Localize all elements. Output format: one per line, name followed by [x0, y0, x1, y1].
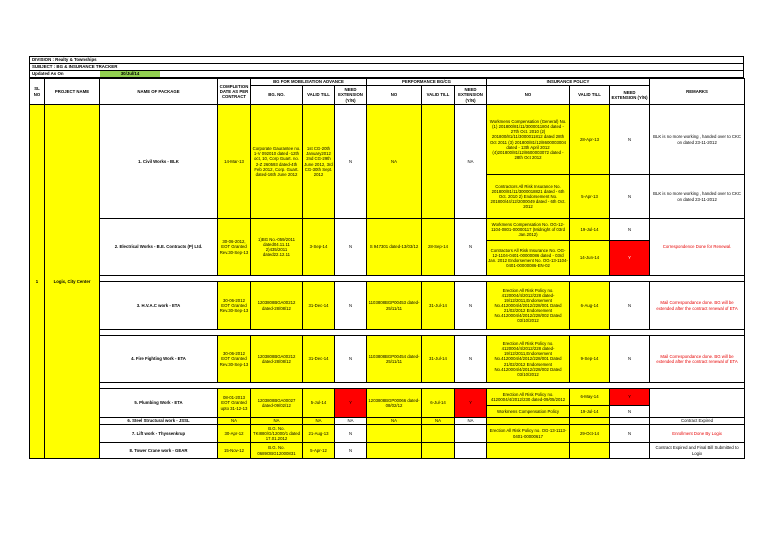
package-name: 8. Tower Crane work - GEAR: [100, 443, 218, 459]
ins-need-extension: N: [610, 175, 650, 219]
bg-need-extension: N: [335, 425, 367, 443]
completion-date: NA: [218, 418, 251, 425]
bg-no: 1203808BGA00027 dated-09/02/12: [251, 389, 303, 418]
bg-no: B.G. No. TKI880/G/12000/1 dated 17.01.2012: [251, 425, 303, 443]
col-project-name: PROJECT NAME: [45, 79, 100, 105]
perf-need-extension: Y: [455, 389, 487, 418]
table-row: [30, 336, 745, 383]
ins-no: Erection All Risk Policy no. 4120004/4/2012/228 dated-19/12/2011,Endorsement No.4120004/4/2012/228/001 Dated 21/02/2012 Endorsement No.4120004/4/2012/228/002 Dated 03/10/2012: [487, 282, 570, 330]
completion-date: 15-Nov-12: [218, 443, 251, 459]
bg-valid-till: 3-Sep-14: [303, 219, 335, 276]
perf-valid-till: 31-Jul-14: [422, 336, 455, 383]
perf-no: NA: [367, 105, 422, 219]
bg-need-extension: N: [335, 443, 367, 459]
project-name: Logix, City Center: [45, 105, 100, 459]
perf-need-extension: N: [455, 282, 487, 330]
ins-valid-till: 6-May-14: [570, 389, 610, 406]
updated-label: Updated As On: [32, 71, 64, 76]
tracker-table: [29, 78, 745, 459]
bg-valid-till: 21-Aug-13: [303, 425, 335, 443]
project-sl: 1: [30, 105, 45, 459]
completion-date: 30-06-2012 EOT Granted Rev.30-Sep-13: [218, 336, 251, 383]
perf-no: 1203808BGP00066 dated-08/02/12: [367, 389, 422, 418]
table-row: [30, 389, 745, 406]
bg-need-extension: N: [335, 105, 367, 219]
perf-valid-till: 6-Jul-14: [422, 389, 455, 418]
ins-valid-till: 9-Sep-14: [570, 336, 610, 383]
bg-no: 1203808BGA00212 dated-28/08/12: [251, 336, 303, 383]
table-row: [30, 105, 745, 175]
col-ins-no: NO: [487, 86, 570, 105]
remark: BLK is no more working , handed over to CKC on dated 23-11-2012: [650, 175, 745, 219]
package-name: 2. Electrical Works - B.E. Contracts (P) Ltd.: [100, 219, 218, 276]
col-ins-valid-till: VALID TILL: [570, 86, 610, 105]
ins-no: Workmens Compensation (General) No. (1) 201800/81/11/3000011804 dated - 27th Oct. 2010 (2) 201800/81/11/3000011812 dated 28th Oct 2011 (3) 201800/81/12/8600003004 dated - 13th April 2012 (4)201800/81/12/8600003072 dated - 28th Oct 2012: [487, 105, 570, 175]
remark: BLK is no more working , handed over to CKC on dated 23-11-2012: [650, 105, 745, 175]
division-line: DIVISION : Realty & Townships: [29, 56, 744, 63]
bg-no: 1203808BGA00212 dated-28/08/12: [251, 282, 303, 330]
package-name: 3. H.V.A.C work - ETA: [100, 282, 218, 330]
bg-no: 1)BG No.-059/2011 dated04.11.11 2)435/2011 dated22.12.11: [251, 219, 303, 276]
ins-no: Erection All Risk Policy no. 4120004/4/2012/230 dated-09/05/2012: [487, 389, 570, 406]
perf-valid-till: [422, 443, 455, 459]
perf-need-extension: NA: [455, 105, 487, 219]
bg-no: NA: [251, 418, 303, 425]
table-row: [30, 282, 745, 330]
perf-valid-till: 28-Sep-14: [422, 219, 455, 276]
table-row: [30, 219, 745, 241]
package-name: 6. Steel Structural work - JSSL: [100, 418, 218, 425]
ins-valid-till: [570, 443, 610, 459]
ins-no: Erection All Risk Policy no. 4120004/4/2012/228 dated-19/12/2011,Endorsement No.4120004/4/2012/228/001 Dated 21/02/2012 Endorsement No.4120004/4/2012/228/002 Dated 03/10/2012: [487, 336, 570, 383]
perf-valid-till: NA: [422, 418, 455, 425]
ins-no: Workmens Compensation No. OG-12-1104-0801-00000117 (Midnight of 03rd Jan.2012): [487, 219, 570, 241]
bg-no: B.G. No. 0689OBG12000831: [251, 443, 303, 459]
remark: Enrollment Done By Logix: [650, 425, 745, 443]
col-perf-valid-till: VALID TILL: [422, 86, 455, 105]
ins-valid-till: 14-Jun-14: [570, 241, 610, 276]
remark: Mail Correspondance done. BG will be extended after the contract renewal of ETA: [650, 336, 745, 383]
perf-no: 1103808BGP00453 dated-25/11/11: [367, 282, 422, 330]
ins-valid-till: [570, 418, 610, 425]
group-performance-bg: PERFORMANCE BG/CG: [367, 79, 487, 86]
perf-no: [367, 425, 422, 443]
ins-need-extension: [610, 443, 650, 459]
completion-date: 30-06-2012 EOT Granted Rev.30-Sep-13: [218, 282, 251, 330]
ins-need-extension: N: [610, 406, 650, 418]
group-insurance-policy: INSURANCE POLICY: [487, 79, 650, 86]
ins-need-extension: N: [610, 219, 650, 241]
perf-need-extension: N: [455, 336, 487, 383]
perf-need-extension: N: [455, 219, 487, 276]
package-name: 7. Lift work - Thyssenkrup: [100, 425, 218, 443]
completion-date: 14-Mar-13: [218, 105, 251, 219]
completion-date: 08-01-2013 EOT Granted upto 31-12-13: [218, 389, 251, 418]
package-name: 5. Plumbing Work - ETA: [100, 389, 218, 418]
perf-no: [367, 443, 422, 459]
remark: Contract Expired and Final Bill Submitted to Logix: [650, 443, 745, 459]
perf-valid-till: [422, 105, 455, 219]
table-row: [30, 425, 745, 443]
ins-no: [487, 418, 570, 425]
updated-line: [29, 70, 744, 78]
bg-need-extension: N: [335, 336, 367, 383]
perf-no: 1103808BGP00454 dated-25/11/11: [367, 336, 422, 383]
col-bg-need-extension: NEED EXTENSION (Y/N): [335, 86, 367, 105]
perf-need-extension: [455, 425, 487, 443]
bg-valid-till: 1st CG-20th January2012 2nd CG-29th June 2012, 3rd CG-30th Sept. 2012: [303, 105, 335, 219]
ins-need-extension: N: [610, 336, 650, 383]
table-row: [30, 443, 745, 459]
perf-need-extension: [455, 443, 487, 459]
group-bg-mobilisation: BG FOR MOBILISATION ADVANCE: [251, 79, 367, 86]
bg-valid-till: 31-Dec-14: [303, 282, 335, 330]
col-perf-need-extension: NEED EXTENSION (Y/N): [455, 86, 487, 105]
ins-no: Erection All Risk Policy no. OG-13-1113-0401-00000617: [487, 425, 570, 443]
bg-need-extension: NA: [335, 418, 367, 425]
ins-valid-till: 29-Oct-14: [570, 425, 610, 443]
col-bg-no: BG. NO.: [251, 86, 303, 105]
table-row: [30, 418, 745, 425]
ins-valid-till: 19-Jul-14: [570, 219, 610, 241]
tracker-sheet: [29, 56, 744, 459]
completion-date: 30-06-2012, EOT Granted Rev.30-Sep-13: [218, 219, 251, 276]
col-sl-no: SL NO: [30, 79, 45, 105]
ins-need-extension: N: [610, 282, 650, 330]
remark: Contract Expired: [650, 418, 745, 425]
col-ins-need-extension: NEED EXTENSION (Y/N): [610, 86, 650, 105]
col-package-name: NAME OF PACKAGE: [100, 79, 218, 105]
bg-need-extension: N: [335, 282, 367, 330]
bg-need-extension: N: [335, 219, 367, 276]
col-remarks: REMARKS: [650, 79, 745, 105]
perf-no: S 947301 dated-13/03/12: [367, 219, 422, 276]
col-bg-valid-till: VALID TILL: [303, 86, 335, 105]
remark: Correspondence Done for Renewal.: [650, 219, 745, 276]
subject-line: SUBJECT : BG & INSURANCE TRACKER: [29, 63, 744, 70]
ins-need-extension: N: [610, 425, 650, 443]
ins-valid-till: 19-Jul-14: [570, 406, 610, 418]
ins-valid-till: 5-Apr-13: [570, 175, 610, 219]
ins-need-extension: Y: [610, 389, 650, 406]
remark-empty: [650, 389, 745, 418]
completion-date: 30-Apr-12: [218, 425, 251, 443]
ins-need-extension: N: [610, 105, 650, 175]
ins-need-extension: [610, 418, 650, 425]
ins-no: Contractors All Risk Insurance No. 201800/81/11/3000018821 dated - 6th Oct. 2010 2) Endorsement No. 201800/44/12/2000049 dated - 6th Oct. 2012: [487, 175, 570, 219]
ins-no: [487, 443, 570, 459]
ins-no: Contractors All Risk Insurance No. OG-12-1104-0401-00000086 dated - 03rd Jan. 2012 Endorsement No. OG-13-1104-0401-00000086-EN-02: [487, 241, 570, 276]
ins-valid-till: 28-Apr-13: [570, 105, 610, 175]
bg-no: Corporate Gaurantee no. 1-V 092010 dated -12th oct, 10, Corp Guart. no. 2-Z 260593 dated-4th Feb 2012, Corp. Guart. dated-16th June 2012: [251, 105, 303, 219]
perf-need-extension: NA: [455, 418, 487, 425]
col-perf-no: NO: [367, 86, 422, 105]
bg-valid-till: 5-Jul-14: [303, 389, 335, 418]
perf-no: NA: [367, 418, 422, 425]
bg-valid-till: 31-Dec-14: [303, 336, 335, 383]
bg-valid-till: 5-Apr-12: [303, 443, 335, 459]
remark: Mail Correspondance done. BG will be extended after the contract renewal of ETA: [650, 282, 745, 330]
perf-valid-till: [422, 425, 455, 443]
bg-need-extension: Y: [335, 389, 367, 418]
ins-need-extension: Y: [610, 241, 650, 276]
ins-no: Workmens Compensation Policy: [487, 406, 570, 418]
ins-valid-till: 6-Aug-14: [570, 282, 610, 330]
package-name: 4. Fire Fighting Work - ETA: [100, 336, 218, 383]
col-completion: COMPLETION DATE AS PER CONTRACT: [218, 79, 251, 105]
updated-date: 30/Jul/14: [100, 71, 160, 77]
package-name: 1. Civil Works - BLK: [100, 105, 218, 219]
bg-valid-till: NA: [303, 418, 335, 425]
perf-valid-till: 31-Jul-14: [422, 282, 455, 330]
